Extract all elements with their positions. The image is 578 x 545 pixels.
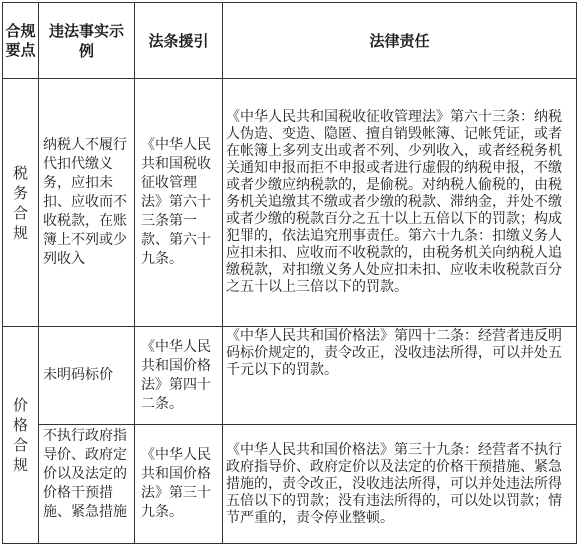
header-violation-examples: [39, 3, 135, 79]
liability-text: 《中华人民共和国价格法》第四十二条：经营者违反明码标价规定的，责令改正，没收违法所得，可以并处五千元以下的罚款。: [226, 328, 562, 378]
clause-cell: [135, 425, 223, 544]
clause-text: 《中华人民共和国税收征收管理法》第六十三条第一款、第六十九条。: [141, 137, 211, 267]
liability-text: 《中华人民共和国价格法》第三十九条：经营者不执行政府指导价、政府定价以及法定的价格干预措施、紧急措施的，责令改正，没收违法所得，可以并处违法所得五倍以下的罚款；没有违法所得的，可以处以罚款；情节严重的，责令停业整顿。: [226, 441, 562, 526]
clause-cell: [135, 79, 223, 327]
category-label: 价格合规: [12, 396, 28, 474]
compliance-table: [2, 2, 577, 544]
header-row: [3, 3, 577, 79]
violation-text: 未明码标价: [43, 367, 113, 383]
violation-cell: [39, 79, 135, 327]
violation-text: 不执行政府指导价、政府定价以及法定的价格干预措施、紧急措施: [43, 428, 127, 520]
liability-text: 《中华人民共和国税收征收管理法》第六十三条：纳税人伪造、变造、隐匿、擅自销毁帐簿、记帐凭证，或者在帐簿上多列支出或者不列、少列收入，或者经税务机关通知申报而拒不申报或者进行虚假的纳税申报，不缴或者少缴应纳税款的，是偷税。对纳税人偷税的，由税务机关追缴其不缴或者少缴的税款、滞纳金，并处不缴或者少缴的税款百分之五十以上五倍以下的罚款；构成犯罪的，依法追究刑事责任。第六十九条：扣缴义务人应扣未扣、应收而不收税款的，由税务机关向纳税人追缴税款，对扣缴义务人处应扣未扣、应收未收税款百分之五十以上三倍以下的罚款。: [226, 109, 562, 295]
liability-cell: [223, 327, 577, 425]
table-row: [3, 79, 577, 327]
header-violation-label: 违法事实示例: [48, 21, 124, 60]
clause-text: 《中华人民共和国价格法》第四十二条。: [141, 338, 211, 412]
header-liability-label: 法律责任: [369, 31, 430, 50]
category-price-compliance: [3, 327, 39, 544]
violation-text: 纳税人不履行代扣代缴义务，应扣未扣、应收而不收税款，在账簿上不列或少列收入: [43, 137, 127, 267]
table-row: [3, 425, 577, 544]
clause-cell: [135, 327, 223, 425]
header-legal-liability: [223, 3, 577, 79]
table-row: [3, 327, 577, 425]
violation-cell: [39, 327, 135, 425]
header-law-clause: [135, 3, 223, 79]
liability-cell: [223, 79, 577, 327]
category-label: 税务合规: [12, 163, 28, 242]
header-compliance-points: [3, 3, 39, 79]
clause-text: 《中华人民共和国价格法》第三十九条。: [141, 447, 211, 520]
liability-cell: [223, 425, 577, 544]
header-clause-label: 法条援引: [148, 31, 209, 50]
header-compliance-label: 合规要点: [5, 21, 36, 59]
violation-cell: [39, 425, 135, 544]
category-tax-compliance: [3, 79, 39, 327]
